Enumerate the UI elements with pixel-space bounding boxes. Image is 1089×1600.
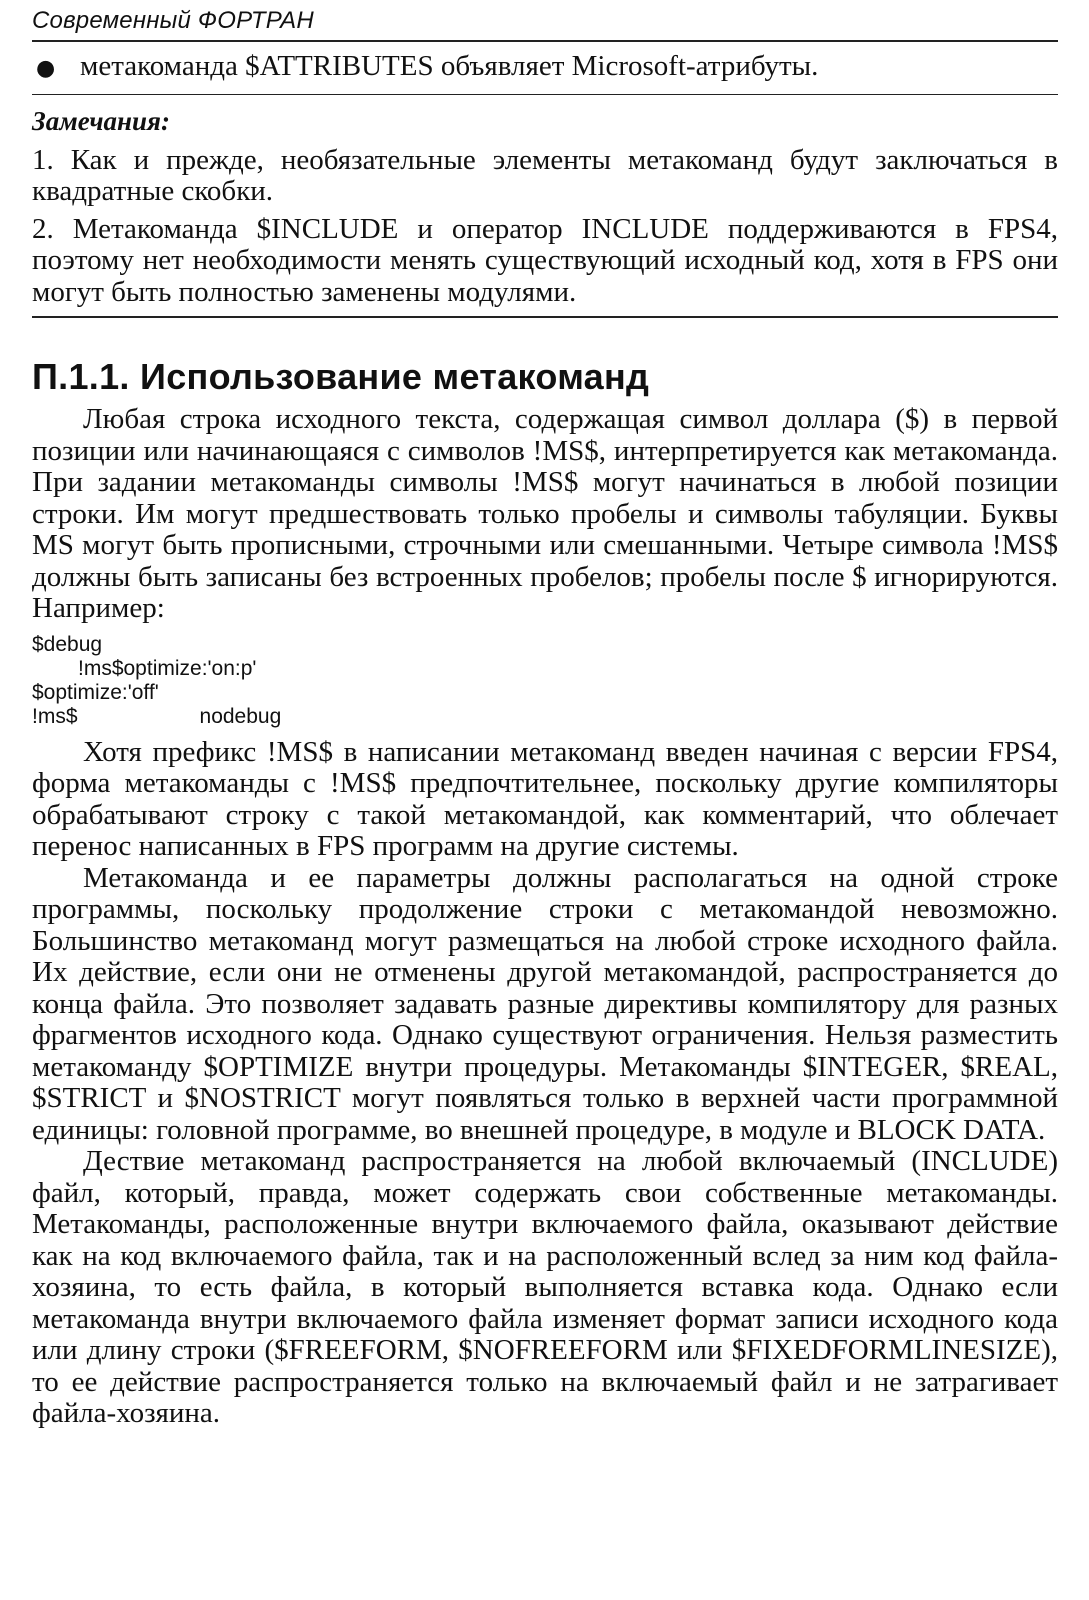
notes-bottom-rule [32, 316, 1058, 318]
paragraph-1: Любая строка исходного текста, содержащая символ доллара ($) в первой позиции или начинающаяся с символов !MS$, интерпретируется как метакоманда. При задании метакоманды символы !MS$ могут начинаться в любой позиции строки. Им могут предшествовать только пробелы и символы табуляции. Буквы MS могут быть прописными, строчными или смешанными. Четыре символа !MS$ должны быть записаны без встроенных пробелов; пробелы после $ игнорируются. Например: [32, 403, 1058, 624]
running-head: Современный ФОРТРАН [32, 7, 314, 34]
code-line-2: !ms$optimize:'on:p' [78, 656, 257, 680]
paragraph-2: Хотя префикс !MS$ в написании метакоманд введен начиная с версии FPS4, форма метакоманды с !MS$ предпочтительнее, поскольку другие компиляторы обрабатывают строку с такой метакомандой, как комментарий, что облечает перенос написанных в FPS программ на другие системы. [32, 735, 1058, 862]
code-line-4-command: nodebug [199, 704, 282, 728]
code-example [32, 633, 1058, 729]
bullet-text: метакоманда $ATTRIBUTES объявляет Microsoft-атрибуты. [80, 50, 819, 82]
notes-title: Замечания: [32, 105, 170, 136]
paragraph-3: Метакоманда и ее параметры должны располагаться на одной строке программы, поскольку продолжение строки с метакомандой невозможно. Большинство метакоманд могут размещаться на любой строке исходного файла. Их действие, если они не отменены другой метакомандой, распространяется до конца файла. Это позволяет задавать разные директивы компилятору для разных фрагментов исходного кода. Однако существуют ограничения. Нельзя разместить метакоманду $OPTIMIZE внутри процедуры. Метакоманды $INTEGER, $REAL, $STRICT и $NOSTRICT могут появляться только в верхней части программной единицы: головной программе, во внешней процедуре, в модуле и BLOCK DATA. [32, 861, 1058, 1146]
book-page [32, 0, 1058, 1430]
code-line-4-prefix: !ms$ [32, 704, 78, 728]
code-line-3: $optimize:'off' [32, 680, 159, 704]
bullet-item [32, 42, 1058, 94]
section-heading: П.1.1. Использование метакоманд [32, 356, 650, 397]
notes-block [32, 95, 1058, 309]
note-item-1: 1. Как и прежде, необязательные элементы метакоманд будут заключаться в квадратные скобки. [32, 143, 1058, 207]
bullet-dot-icon: ● [36, 56, 56, 81]
note-item-2: 2. Метакоманда $INCLUDE и оператор INCLUDE поддерживаются в FPS4, поэтому нет необходимости менять существующий исходный код, хотя в FPS они могут быть полностью заменены модулями. [32, 212, 1058, 308]
code-line-4 [32, 705, 1058, 729]
code-line-1: $debug [32, 632, 103, 656]
paragraph-4: Дествие метакоманд распространяется на любой включаемый (INCLUDE) файл, который, правда, может содержать свои собственные метакоманды. Метакоманды, расположенные внутри включаемого файла, оказывают действие как на код включаемого файла, так и на расположенный вслед за ним код файла-хозяина, то есть файла, в который выполняется вставка кода. Однако если метакоманда внутри включаемого файла изменяет формат записи исходного кода или длину строки ($FREEFORM, $NOFREEFORM или $FIXEDFORMLINESIZE), то ее действие распространяется только на включаемый файл и не затрагивает файла-хозяина. [32, 1145, 1058, 1429]
